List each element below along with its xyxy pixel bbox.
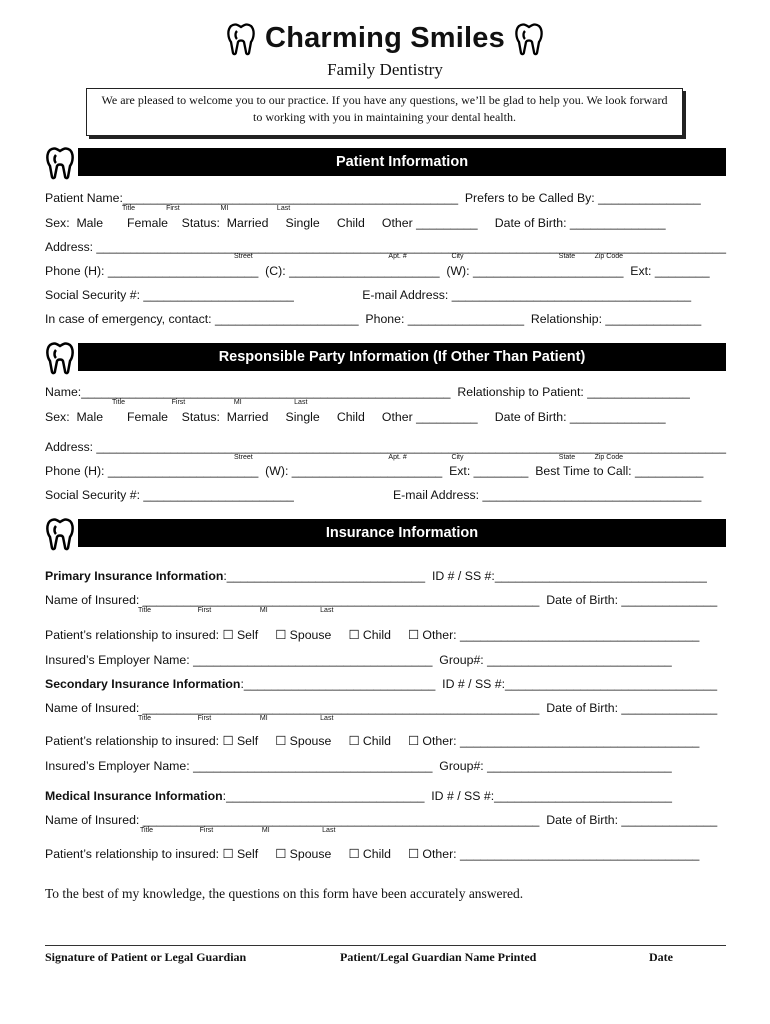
tooth-icon xyxy=(225,22,257,56)
responsible-ssn-email-row[interactable]: Social Security #: ______________________ E-mail Address: ________________________________ xyxy=(45,488,702,502)
date-label: Date xyxy=(649,950,673,964)
page-subtitle: Family Dentistry xyxy=(327,60,443,79)
practice-name: Charming Smiles xyxy=(265,22,505,54)
secondary-insurance-row[interactable]: Secondary Insurance Information:____________________________ ID # / SS #:_______________________________ xyxy=(45,677,718,691)
primary-employer-row[interactable]: Insured’s Employer Name: ___________________________________ Group#: ___________________________ xyxy=(45,653,672,667)
tooth-icon xyxy=(44,517,76,551)
secondary-employer-row[interactable]: Insured’s Employer Name: ___________________________________ Group#: ___________________________ xyxy=(45,759,672,773)
field-sublabels: Title First MI Last xyxy=(140,827,336,834)
welcome-box: We are pleased to welcome you to our practice. If you have any questions, we’ll be glad to help you. We look forward to working with you in maintaining your dental health. xyxy=(86,88,683,136)
patient-sex-status-row[interactable]: Sex: Male Female Status: Married Single Child Other _________ Date of Birth: ______________ xyxy=(45,216,666,230)
medical-relationship-row[interactable]: Patient’s relationship to insured: ☐ Self ☐ Spouse ☐ Child ☐ Other: ___________________________________ xyxy=(45,847,700,861)
medical-insurance-row[interactable]: Medical Insurance Information:_____________________________ ID # / SS #:__________________________ xyxy=(45,789,672,803)
field-sublabels: Title First MI Last xyxy=(138,715,334,722)
responsible-phone-row[interactable]: Phone (H): ______________________ (W): ______________________ Ext: ________ Best Time to Call: __________ xyxy=(45,464,704,478)
signature-label: Signature of Patient or Legal Guardian xyxy=(45,950,247,964)
printed-name-label: Patient/Legal Guardian Name Printed xyxy=(340,950,537,964)
page-title xyxy=(0,22,770,56)
patient-emergency-row[interactable]: In case of emergency, contact: _____________________ Phone: _________________ Relationship: ______________ xyxy=(45,312,702,326)
patient-name-field[interactable]: Patient Name:_________________________________________________ Prefers to be Called By: _______________ xyxy=(45,191,701,205)
patient-address-field[interactable]: Address: _____________________________________________________________________________________________ xyxy=(45,240,726,254)
field-sublabels: Street Apt. # City State Zip Code xyxy=(234,454,623,461)
section-header-patient: Patient Information xyxy=(78,148,726,176)
primary-insured-name-row[interactable]: Name of Insured: __________________________________________________________ Date of Birth: ______________ xyxy=(45,593,718,607)
primary-relationship-row[interactable]: Patient’s relationship to insured: ☐ Self ☐ Spouse ☐ Child ☐ Other: ___________________________________ xyxy=(45,628,700,642)
field-sublabels: Title First MI Last xyxy=(122,205,291,212)
patient-phone-row[interactable]: Phone (H): ______________________ (C): ______________________ (W): ______________________ Ext: ________ xyxy=(45,264,710,278)
attestation-text: To the best of my knowledge, the questions on this form have been accurately answered. xyxy=(45,886,524,901)
secondary-insurance-label: Secondary Insurance Information xyxy=(45,677,241,691)
medical-insurance-label: Medical Insurance Information xyxy=(45,789,223,803)
secondary-relationship-row[interactable]: Patient’s relationship to insured: ☐ Self ☐ Spouse ☐ Child ☐ Other: ___________________________________ xyxy=(45,734,700,748)
responsible-name-field[interactable]: Name:______________________________________________________ Relationship to Patient: _______________ xyxy=(45,385,690,399)
field-sublabels: Title First MI Last xyxy=(112,399,308,406)
patient-ssn-email-row[interactable]: Social Security #: ______________________ E-mail Address: ___________________________________ xyxy=(45,288,692,302)
secondary-insured-name-row[interactable]: Name of Insured: __________________________________________________________ Date of Birth: ______________ xyxy=(45,701,718,715)
medical-insured-name-row[interactable]: Name of Insured: __________________________________________________________ Date of Birth: ______________ xyxy=(45,813,718,827)
field-sublabels: Title First MI Last xyxy=(138,607,334,614)
responsible-address-field[interactable]: Address: _____________________________________________________________________________________________ xyxy=(45,440,726,454)
primary-insurance-label: Primary Insurance Information xyxy=(45,569,224,583)
tooth-icon xyxy=(44,341,76,375)
primary-insurance-row[interactable]: Primary Insurance Information:_____________________________ ID # / SS #:_______________________________ xyxy=(45,569,707,583)
section-header-responsible: Responsible Party Information (If Other Than Patient) xyxy=(78,343,726,371)
tooth-icon xyxy=(44,146,76,180)
section-header-insurance: Insurance Information xyxy=(78,519,726,547)
responsible-sex-status-row[interactable]: Sex: Male Female Status: Married Single Child Other _________ Date of Birth: ______________ xyxy=(45,410,666,424)
tooth-icon xyxy=(513,22,545,56)
field-sublabels: Street Apt. # City State Zip Code xyxy=(234,253,623,260)
signature-line[interactable] xyxy=(45,945,726,946)
